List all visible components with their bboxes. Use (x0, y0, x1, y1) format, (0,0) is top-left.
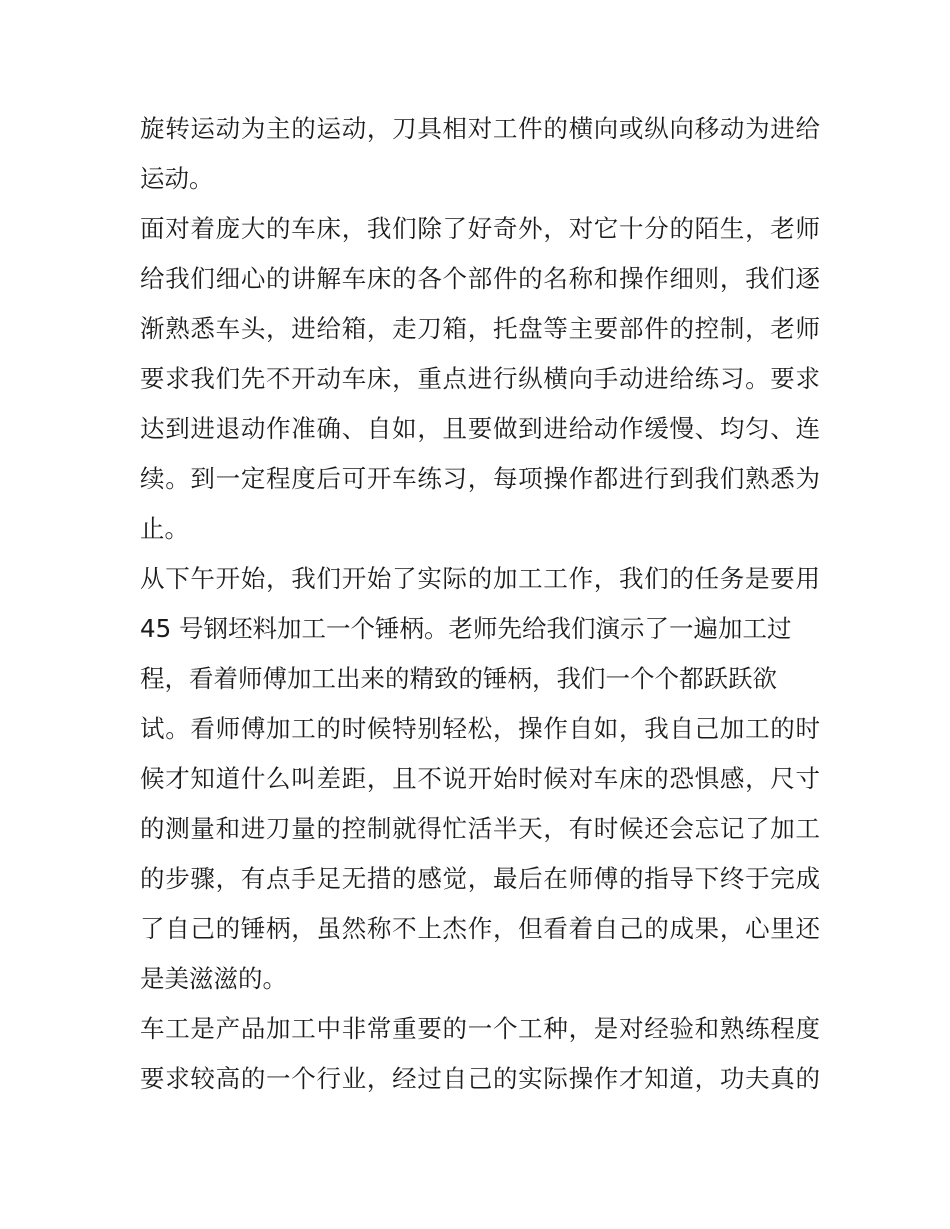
body-text (140, 104, 820, 1104)
text-line: 了自己的锤柄，虽然称不上杰作，但看着自己的成果，心里还 (140, 914, 820, 943)
text-line: 给我们细心的讲解车床的各个部件的名称和操作细则，我们逐 (140, 264, 820, 293)
text-line: 面对着庞大的车床，我们除了好奇外，对它十分的陌生，老师 (140, 214, 820, 243)
text-line: 旋转运动为主的运动，刀具相对工件的横向或纵向移动为进给 (140, 114, 820, 143)
text-line: 要求我们先不开动车床，重点进行纵横向手动进给练习。要求 (140, 364, 820, 393)
text-line: 渐熟悉车头，进给箱，走刀箱，托盘等主要部件的控制，老师 (140, 314, 820, 343)
text-line: 程，看着师傅加工出来的精致的锤柄，我们一个个都跃跃欲 (140, 664, 777, 693)
text-line: 的测量和进刀量的控制就得忙活半天，有时候还会忘记了加工 (140, 814, 820, 843)
text-line: 运动。 (140, 164, 214, 193)
text-line: 达到进退动作准确、自如，且要做到进给动作缓慢、均匀、连 (140, 414, 820, 443)
text-line: 是美滋滋的。 (140, 964, 287, 993)
text-line: 车工是产品加工中非常重要的一个工种，是对经验和熟练程度 (140, 1014, 820, 1043)
text-line: 的步骤，有点手足无措的感觉，最后在师傅的指导下终于完成 (140, 864, 820, 893)
text-line: 从下午开始，我们开始了实际的加工工作，我们的任务是要用 (140, 564, 820, 593)
text-line: 止。 (140, 514, 189, 543)
text-line: 候才知道什么叫差距，且不说开始时候对车床的恐惧感，尺寸 (140, 764, 820, 793)
text-line: 45 号钢坯料加工一个锤柄。老师先给我们演示了一遍加工过 (140, 614, 792, 643)
text-line: 试。看师傅加工的时候特别轻松，操作自如，我自己加工的时 (140, 714, 820, 743)
text-line: 要求较高的一个行业，经过自己的实际操作才知道，功夫真的 (140, 1064, 820, 1093)
text-line: 续。到一定程度后可开车练习，每项操作都进行到我们熟悉为 (140, 464, 820, 493)
